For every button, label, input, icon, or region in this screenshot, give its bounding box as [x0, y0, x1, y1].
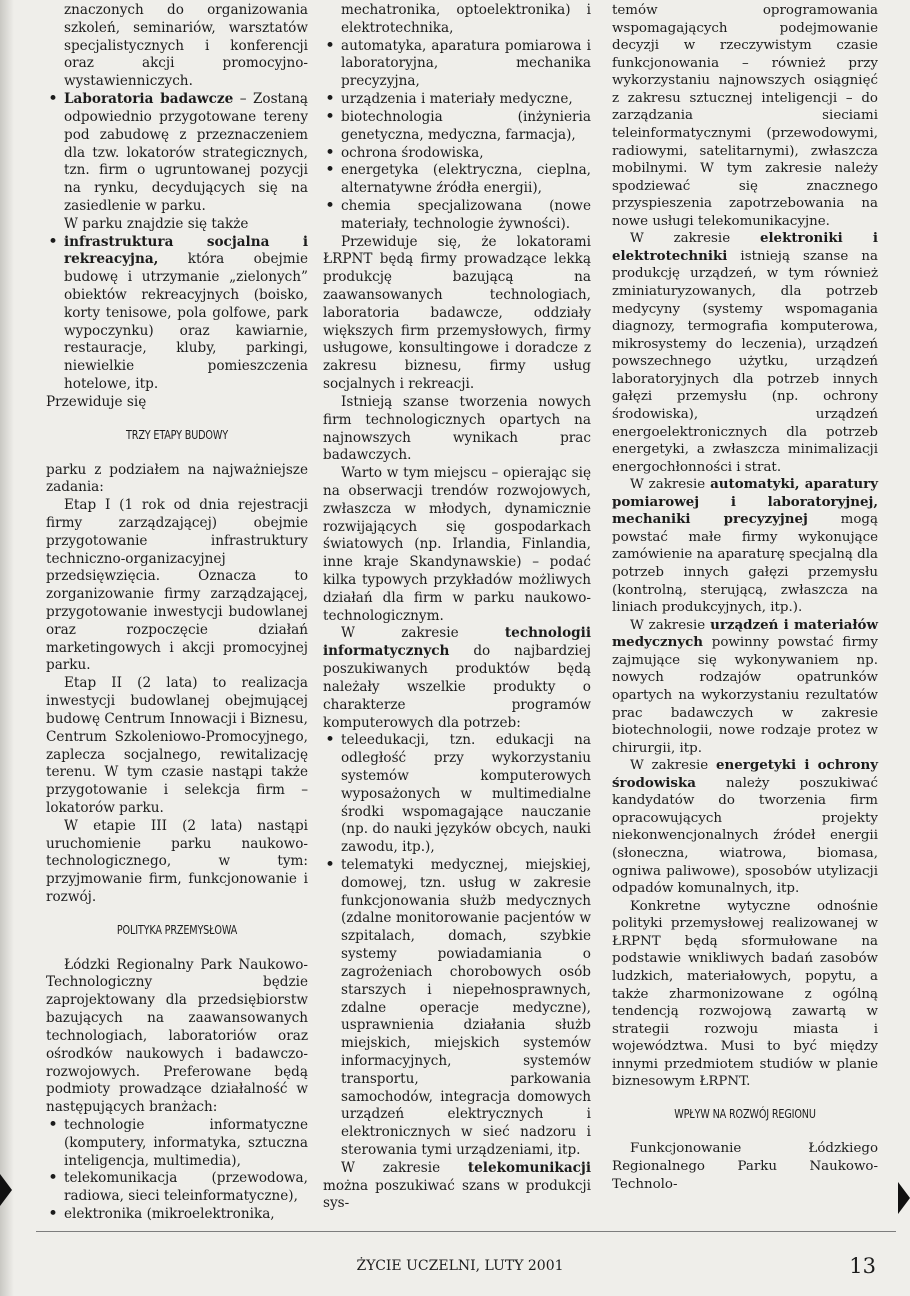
paragraph-text: istnieją szanse na produkcję urządzeń, w tym również zminiaturyzowanych, dla potrzeb medycyny (systemy wspomagania diagnozy, termografia komputerowa, mikrosystemy do leczenia), urządzeń powszechnego użytku, urządzeń laboratoryjnych dla potrzeb innych gałęzi przemysłu (np. ochrony środowiska), urządzeń energoelektronicznych dla potrzeb energetyki, a zwłaszcza minimalizacji energochłonności i strat. [612, 248, 878, 475]
list-item: • biotechnologia (inżynieria genetyczna, medyczna, farmacja), [323, 109, 591, 145]
paragraph-text: W zakresie [341, 1159, 468, 1176]
column-2 [323, 2, 591, 1213]
list-item: • telekomunikacja (przewodowa, radiowa, sieci teleinformatyczne), [46, 1170, 308, 1206]
paragraph: temów oprogramowania wspomagających podejmowanie decyzji w rzeczywistym czasie funkcjonowania – również przy wykorzystaniu najnowszych osiągnięć z zakresu sztucznej inteligencji – do zarządzania sieciami teleinformatycznymi (przewodowymi, radiowymi, satelitarnymi), zwłaszcza mobilnymi. W tym zakresie należy spodziewać się znacznego przyspieszenia zapotrzebowania na nowe usługi telekomunikacyjne. [612, 3, 878, 229]
paragraph [612, 617, 878, 758]
paragraph: Funkcjonowanie Łódzkiego Regionalnego Parku Naukowo-Technolo- [612, 1141, 878, 1192]
paragraph: parku z podziałem na najważniejsze zadania: [46, 461, 308, 496]
paragraph: Konkretne wytyczne odnośnie polityki przemysłowej realizowanej w ŁRPNT będą sformułowane na podstawie wnikliwych badań zasobów ludzkich, materiałowych, popytu, a także zharmonizowane z ogólną tendencją rozwojową zawartą w strategii rozwoju miasta i województwa. Musi to być między innymi przedmiotem studiów w planie biznesowym ŁRPNT. [612, 898, 878, 1090]
paragraph-text: można poszukiwać szans w produkcji sys- [323, 1177, 591, 1212]
paragraph: Istnieją szanse tworzenia nowych firm technologicznych opartych na najnowszych wynikach prac badawczych. [323, 393, 591, 464]
bold-term: automatyki, aparatury pomiarowej i laboratoryjnej, mechaniki precyzyjnej [612, 476, 878, 528]
paragraph-text: należy poszukiwać kandydatów do tworzenia firm opracowujących projekty niekonwencjonalnych źródeł energii (słoneczna, wiatrowa, biomasa, ogniwa paliwowe), sposobów utylizacji odpadów komunalnych, itp. [612, 775, 878, 897]
paragraph-text: W zakresie [630, 231, 760, 247]
paragraph-text: W zakresie [630, 617, 711, 633]
list-item: • ochrona środowiska, [323, 145, 591, 163]
paragraph [612, 230, 878, 476]
section-heading: WPŁYW NA ROZWÓJ REGIONU [674, 1105, 816, 1121]
section-heading: TRZY ETAPY BUDOWY [126, 426, 228, 442]
bold-term: telekomunikacji [467, 1159, 591, 1176]
paragraph-text: do najbardziej poszukiwanych produktów będą należały wszelkie produkty o charakterze programów komputerowych dla potrzeb: [323, 643, 591, 731]
column-3 [612, 2, 878, 1193]
list-item-text: która obejmie budowę i utrzymanie „zielonych” obiektów rekreacyjnych (boisko, korty tenisowe, pola golfowe, park wypoczynku) oraz kawiarnie, restauracje, kluby, parkingi, niewielkie pomieszczenia hotelowe, itp. [64, 251, 308, 393]
paragraph: W etapie III (2 lata) nastąpi uruchomienie parku naukowo-technologicznego, w tym: przyjmowanie firm, funkcjonowanie i rozwój. [46, 817, 308, 905]
paragraph [612, 476, 878, 617]
paragraph-text: powinny powstać firmy zajmujące się wykonywaniem np. nowych rodzajów opatrunków opartych na wykorzystaniu rezultatów prac badawczych w zakresie biotechnologii, nowe rodzaje protez w chirurgii, itp. [612, 635, 878, 756]
paragraph-text: W zakresie [341, 625, 505, 642]
section-heading: POLITYKA PRZEMYSŁOWA [116, 921, 238, 937]
paragraph: Przewiduje się [46, 393, 147, 410]
paragraph [612, 757, 878, 898]
bold-term: technologii informatycznych [323, 625, 591, 660]
bold-term: elektroniki i elektrotechniki [612, 230, 878, 264]
paragraph: W parku znajdzie się także [64, 215, 249, 232]
right-page-arrow-icon [898, 1182, 910, 1214]
list-item: • chemia specjalizowana (nowe materiały, technologie żywności). [323, 198, 591, 234]
footer-title: ŻYCIE UCZELNI, LUTY 2001 [356, 1258, 564, 1274]
list-item [46, 91, 308, 216]
bold-term: urządzeń i materiałów medycznych [612, 616, 878, 651]
list-item: • automatyka, aparatura pomiarowa i laboratoryjna, mechanika precyzyjna, [323, 38, 591, 91]
list-item: mechatronika, optoelektronika) i elektrotechnika, [341, 2, 591, 36]
column-1 [46, 2, 308, 1224]
paragraph: Warto w tym miejscu – opierając się na obserwacji trendów rozwojowych, zwłaszcza w młodych, dynamicznie rozwijających się gospodarkach światowych (np. Irlandia, Finlandia, inne kraje Skandynawskie) – podać kilka typowych przykładów możliwych działań dla firm w parku naukowo-technologicznym. [323, 465, 591, 624]
list-item: • energetyka (elektryczna, cieplna, alternatywne źródła energii), [323, 162, 591, 198]
bold-term: energetyki i ochrony środowiska [612, 757, 878, 791]
paragraph-text: W zakresie [630, 758, 717, 774]
list-item: znaczonych do organizowania szkoleń, seminariów, warsztatów specjalistycznych i konferencji oraz akcji promocyjno-wystawienniczych. [64, 2, 308, 90]
bold-term: Laboratoria badawcze [64, 91, 234, 108]
paragraph-text: mogą powstać małe firmy wykonujące zamówienie na aparaturę specjalną dla potrzeb innych gałęzi przemysłu (kontrolną, sterującą, zwłaszcza na liniach produkcyjnych, itp.). [612, 512, 878, 616]
bold-term: infrastruktura socjalna i rekreacyjna, [64, 233, 308, 268]
page-gutter-shadow [0, 0, 14, 1296]
list-item: • telematyki medycznej, miejskiej, domowej, tzn. usług w zakresie funkcjonowania służb medycznych (zdalne monitorowanie pacjentów w szpitalach, domach, szybkie systemy powiadamiania o zagrożeniach chorobowych osób starszych i niepełnosprawnych, zdalne operacje medyczne), usprawnienia działania służb miejskich, miejskich systemów informacyjnych, systemów transportu, parkowania samochodów, integracja domowych urządzeń elektrycznych i elektronicznych w sieć nadzoru i sterowania tymi urządzeniami, itp. [323, 857, 591, 1160]
paragraph-text: W zakresie [630, 477, 711, 493]
paragraph [323, 1160, 591, 1213]
list-item [46, 234, 308, 394]
list-item-text: – Zostaną odpowiednio przygotowane tereny pod zabudowę z przeznaczeniem dla tzw. lokatorów strategicznych, tzn. firm o ugruntowanej pozycji na rynku, decydujących się na zasiedlenie w parku. [64, 91, 308, 214]
list-item: • urządzenia i materiały medyczne, [323, 91, 591, 109]
paragraph: Łódzki Regionalny Park Naukowo-Technologiczny będzie zaprojektowany dla przedsiębiorstw bazujących na zaawansowanych technologiach, laboratoriów oraz ośrodków naukowych i badawczo-rozwojowych. Preferowane będą podmioty prowadzące działalność w następujących branżach: [46, 956, 308, 1116]
list-item: • technologie informatyczne (komputery, informatyka, sztuczna inteligencja, multimedia), [46, 1117, 308, 1170]
list-item: • teleedukacji, tzn. edukacji na odległość przy wykorzystaniu systemów komputerowych wyposażonych w multimedialne środki wspomagające nauczanie (np. do nauki języków obcych, nauki zawodu, itp.), [323, 732, 591, 857]
paragraph [323, 625, 591, 732]
footer-rule [36, 1231, 896, 1232]
paragraph: Etap I (1 rok od dnia rejestracji firmy zarządzającej) obejmie przygotowanie infrastruktury techniczno-organizacyjnej przedsięwzięcia. Oznacza to zorganizowanie firmy zarządzającej, przygotowanie inwestycji budowlanej oraz rozpoczęcie działań marketingowych i akcji promocyjnej parku. [46, 497, 308, 674]
list-item: • elektronika (mikroelektronika, [46, 1206, 308, 1224]
paragraph: Przewiduje się, że lokatorami ŁRPNT będą firmy prowadzące lekką produkcję bazującą na zaawansowanych technologiach, laboratoria badawcze, oddziały większych firm przemysłowych, firmy usługowe, konsultingowe i doradcze z zakresu biznesu, firmy usług socjalnych i rekreacji. [323, 233, 591, 393]
paragraph: Etap II (2 lata) to realizacja inwestycji budowlanej obejmującej budowę Centrum Innowacji i Biznesu, Centrum Szkoleniowo-Promocyjnego, zaplecza socjalnego, rewitalizację terenu. W tym czasie nastąpi także przygotowanie i selekcja firm – lokatorów parku. [46, 675, 308, 816]
page-number: 13 [849, 1254, 876, 1278]
left-page-arrow-icon [0, 1174, 12, 1206]
